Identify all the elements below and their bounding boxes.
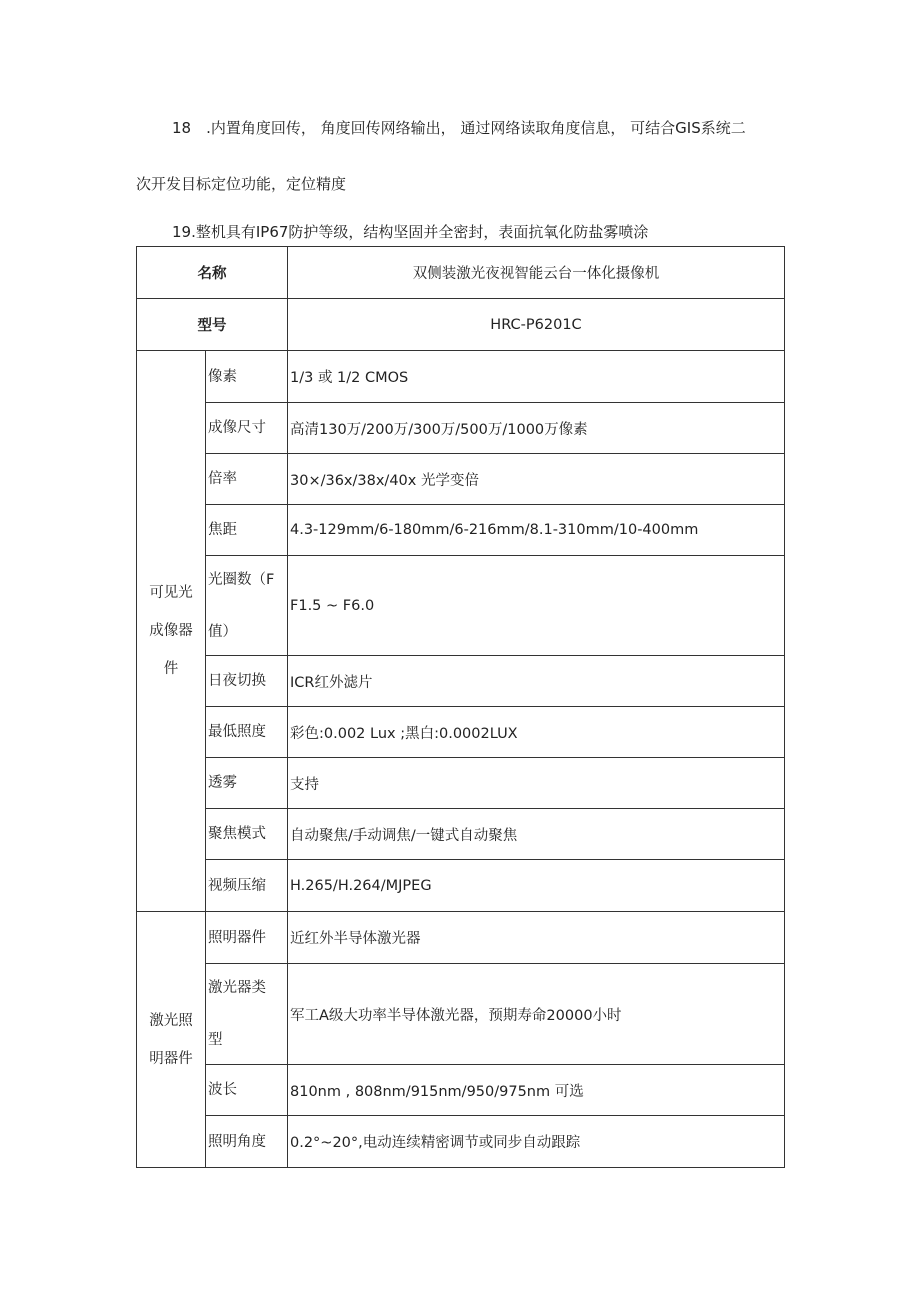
row-label: 聚焦模式 bbox=[206, 809, 288, 860]
row-label-line: 值） bbox=[208, 623, 237, 640]
row-label: 透雾 bbox=[206, 758, 288, 809]
row-label: 倍率 bbox=[206, 454, 288, 505]
row-value: 军工A级大功率半导体激光器，预期寿命20000小时 bbox=[288, 964, 785, 1065]
row-value: 0.2°~20°,电动连续精密调节或同步自动跟踪 bbox=[288, 1116, 785, 1168]
group-label-line: 件 bbox=[163, 661, 179, 677]
paragraph-19: 19.整机具有IP67防护等级，结构坚固并全密封，表面抗氧化防盐雾喷涂 bbox=[172, 223, 649, 241]
row-value: 自动聚焦/手动调焦/一键式自动聚焦 bbox=[288, 809, 785, 860]
table-row bbox=[137, 758, 785, 809]
table-row bbox=[137, 403, 785, 454]
group-label-visible-imaging bbox=[137, 351, 206, 912]
group-label-line: 成像器 bbox=[149, 623, 193, 639]
row-value: 1/3 或 1/2 CMOS bbox=[288, 351, 785, 403]
row-label: 焦距 bbox=[206, 505, 288, 556]
group-label-line: 激光照 bbox=[149, 1012, 193, 1029]
group-label-laser-illumination bbox=[137, 912, 206, 1168]
row-value: H.265/H.264/MJPEG bbox=[288, 860, 785, 912]
model-label: 型号 bbox=[137, 299, 288, 351]
row-value: 彩色:0.002 Lux ;黑白:0.0002LUX bbox=[288, 707, 785, 758]
table-row bbox=[137, 707, 785, 758]
table-row bbox=[137, 1116, 785, 1168]
row-value: 近红外半导体激光器 bbox=[288, 912, 785, 964]
row-label: 照明角度 bbox=[206, 1116, 288, 1168]
row-value: ICR红外滤片 bbox=[288, 656, 785, 707]
row-value: 高清130万/200万/300万/500万/1000万像素 bbox=[288, 403, 785, 454]
row-value: 810nm , 808nm/915nm/950/975nm 可选 bbox=[288, 1065, 785, 1116]
row-label: 视频压缩 bbox=[206, 860, 288, 912]
row-label: 日夜切换 bbox=[206, 656, 288, 707]
table-row bbox=[137, 556, 785, 656]
row-label: 波长 bbox=[206, 1065, 288, 1116]
row-label: 成像尺寸 bbox=[206, 403, 288, 454]
row-label: 最低照度 bbox=[206, 707, 288, 758]
table-row bbox=[137, 912, 785, 964]
group-label-line: 明器件 bbox=[149, 1050, 193, 1067]
row-label bbox=[206, 964, 288, 1065]
row-label: 像素 bbox=[206, 351, 288, 403]
row-value: 30×/36x/38x/40x 光学变倍 bbox=[288, 454, 785, 505]
table-row bbox=[137, 656, 785, 707]
table-row bbox=[137, 860, 785, 912]
table-row bbox=[137, 351, 785, 403]
table-row bbox=[137, 964, 785, 1065]
row-value: F1.5 ~ F6.0 bbox=[288, 556, 785, 656]
table-row-model bbox=[137, 299, 785, 351]
row-value: 4.3-129mm/6-180mm/6-216mm/8.1-310mm/10-400mm bbox=[288, 505, 785, 556]
table-row-name bbox=[137, 247, 785, 299]
group-label-line: 可见光 bbox=[149, 585, 193, 601]
model-value: HRC-P6201C bbox=[288, 299, 785, 351]
name-label: 名称 bbox=[137, 247, 288, 299]
row-label-line: 型 bbox=[208, 1032, 223, 1048]
row-label: 照明器件 bbox=[206, 912, 288, 964]
row-label bbox=[206, 556, 288, 656]
spec-table bbox=[136, 246, 785, 1168]
paragraph-18-line1: 18 .内置角度回传， 角度回传网络输出， 通过网络读取角度信息， 可结合GIS系统二 bbox=[172, 119, 746, 137]
row-label-line: 激光器类 bbox=[208, 980, 266, 996]
name-value: 双侧装激光夜视智能云台一体化摄像机 bbox=[288, 247, 785, 299]
table-row bbox=[137, 1065, 785, 1116]
table-row bbox=[137, 809, 785, 860]
table-row bbox=[137, 505, 785, 556]
row-value: 支持 bbox=[288, 758, 785, 809]
table-row bbox=[137, 454, 785, 505]
row-label-line: 光圈数（F bbox=[208, 571, 275, 588]
paragraph-18-line2: 次开发目标定位功能，定位精度 bbox=[136, 175, 347, 193]
